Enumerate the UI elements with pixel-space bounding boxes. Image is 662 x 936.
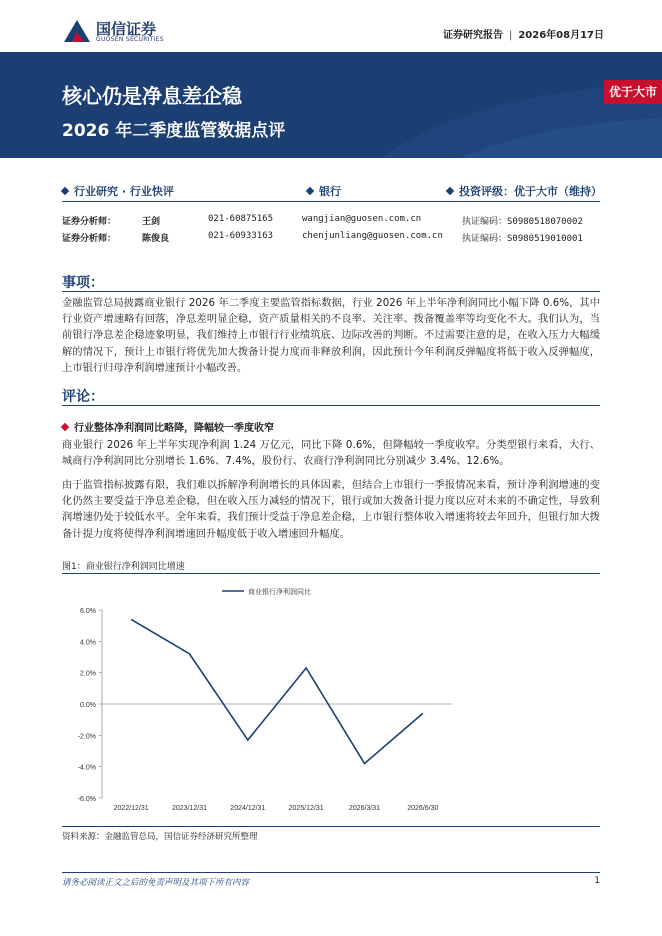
divider <box>62 573 600 574</box>
y-tick-label: -6.0% <box>77 796 96 803</box>
logo-text-cn: 国信证券 <box>96 20 157 38</box>
divider <box>62 291 600 292</box>
logo-mark-icon <box>62 18 92 44</box>
x-tick-label: 2023/12/31 <box>171 805 208 812</box>
diamond-icon <box>446 187 454 195</box>
investment-rating: 投资评级：优于大市（维持） <box>447 183 602 199</box>
divider <box>62 872 600 873</box>
diamond-icon <box>61 423 69 431</box>
x-tick-label: 2024/12/31 <box>230 805 266 812</box>
y-tick-label: -2.0% <box>77 733 96 741</box>
divider <box>62 405 600 406</box>
page-number: 1 <box>594 876 600 886</box>
figure-caption: 图1：商业银行净利润同比增速 <box>62 562 185 572</box>
y-tick-label: 0.0% <box>80 702 96 709</box>
line-chart <box>62 576 600 824</box>
series-line <box>131 619 423 763</box>
figure-source: 资料来源：金融监管总局，国信证券经济研究所整理 <box>62 832 258 842</box>
x-tick-label: 2026/6/30 <box>407 805 439 812</box>
y-tick-label: 4.0% <box>80 639 96 647</box>
diamond-icon <box>306 187 314 195</box>
header-meta: 证券研究报告 | 2026年08月17日 <box>442 30 604 41</box>
divider <box>62 201 600 202</box>
report-subtitle: 2026 年二季度监管数据点评 <box>62 121 286 141</box>
comment-paragraph-2: 由于监管指标披露有限，我们难以拆解净利润增长的具体因素，但结合上市银行一季报情况来看，预计净利润增速的变化仍然主要受益于净息差企稳，但在收入压力减轻的情况下，银行或加大拨备计提力度以应对未来的不确定性，导致利润增速仍处于较低水平。全年来看，我们预计受益于净息差企稳，上市银行整体收入增速将较去年回升，但银行加大拨备计提力度将使得净利润增速回升幅度低于收入增速回升幅度。 <box>62 480 600 540</box>
event-paragraph: 金融监管总局披露商业银行 2026 年二季度主要监管指标数据，行业 2026 年上半年净利润同比小幅下降 0.6%，其中行业资产增速略有回落，净息差明显企稳，资产质量相关的不良率、关注率、拨备覆盖率等均变化不大。我们认为，当前银行净息差企稳迹象明显，我们维持上市银行行业绩筑底、边际改善的判断。不过需要注意的是，在收入压力大幅缓解的情况下，预计上市银行将优先加大拨备计提力度而非释放利润，因此预计今年利润反弹幅度将低于收入反弹幅度，上市银行归母净利润增速预计小幅改善。 <box>62 298 600 374</box>
x-tick-label: 2022/12/31 <box>113 805 149 812</box>
report-title: 核心仍是净息差企稳 <box>62 84 242 108</box>
x-tick-label: 2026/3/31 <box>348 805 381 812</box>
section-title-comment: 评论： <box>62 389 104 405</box>
report-industry: 银行 <box>307 183 341 199</box>
footer-disclaimer: 请务必阅读正文之后的免责声明及其项下所有内容 <box>62 878 250 888</box>
rating-badge: 优于大市 <box>604 80 662 104</box>
report-date: 2026年08月17日 <box>518 30 604 41</box>
diamond-icon <box>61 187 69 195</box>
y-tick-label: 2.0% <box>80 670 96 678</box>
company-logo <box>62 16 182 48</box>
report-type: 证券研究报告 <box>442 30 503 41</box>
analyst-email[interactable]: chenjunliang@guosen.com.cn <box>302 231 443 241</box>
legend-label: 商业银行净利润同比 <box>248 589 311 596</box>
y-tick-label: -4.0% <box>77 764 96 772</box>
comment-paragraph-1: 商业银行 2026 年上半年实现净利润 1.24 万亿元，同比下降 0.6%，但降幅较一季度收窄。分类型银行来看，大行、城商行净利润同比分别增长 1.6%、7.4%，股份行、农商行净利润同比分别减少 3.4%、12.6%。 <box>62 440 600 468</box>
logo-text-en: GUOSEN SECURITIES <box>96 36 165 43</box>
divider <box>62 826 600 827</box>
y-tick-label: 6.0% <box>80 608 96 615</box>
bullet-heading: 行业整体净利润同比略降，降幅较一季度收窄 <box>62 419 274 434</box>
analyst-email[interactable]: wangjian@guosen.com.cn <box>302 214 422 224</box>
x-tick-label: 2025/12/31 <box>288 805 324 812</box>
section-title-event: 事项： <box>62 275 104 291</box>
report-category: 行业研究 · 行业快评 <box>62 183 174 199</box>
